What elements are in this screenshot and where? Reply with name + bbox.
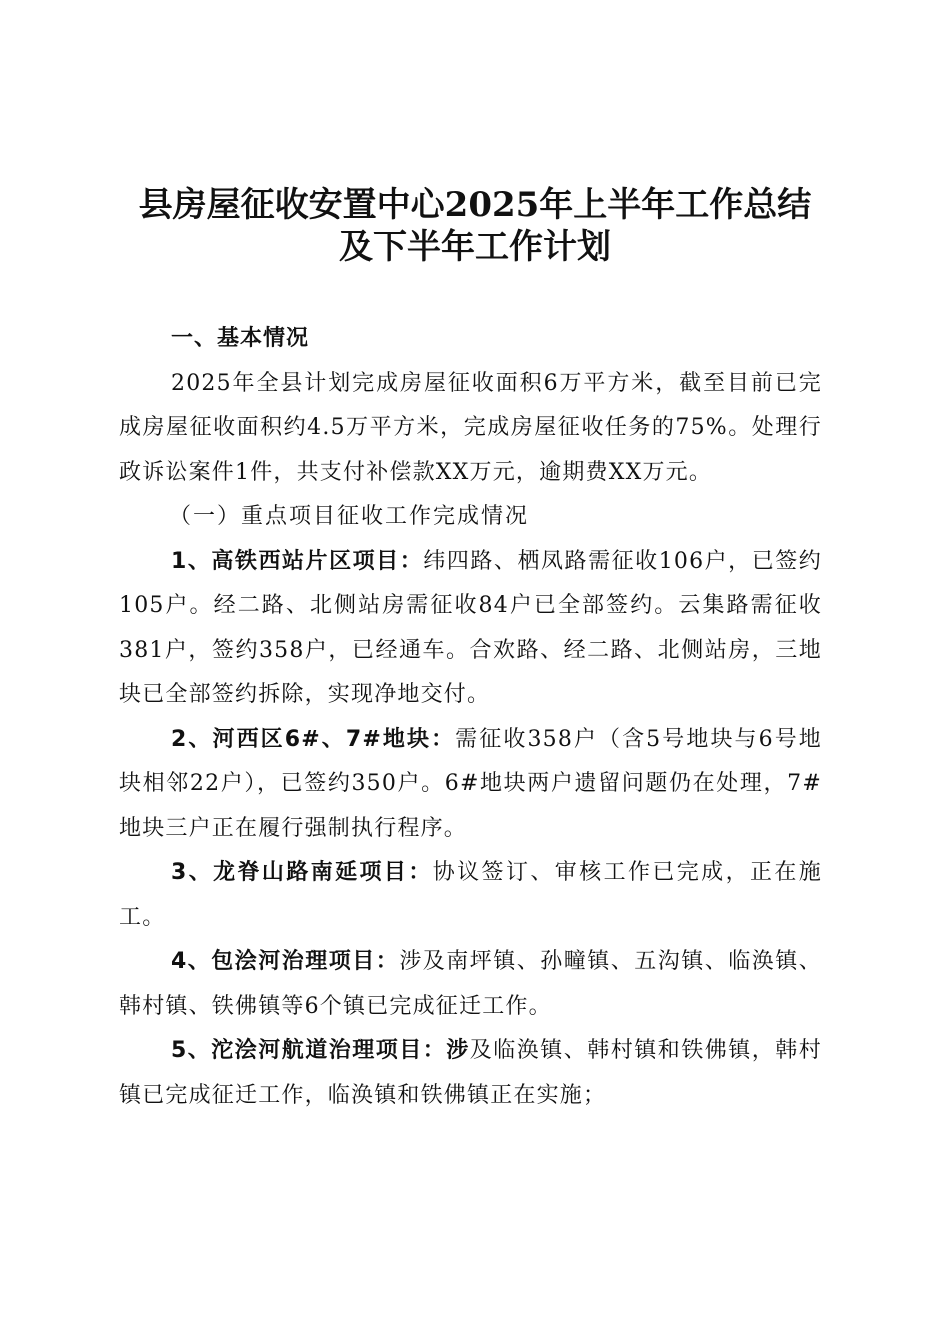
- project-item-3-text: 协议签订、审核工作已完成，正在施工。: [119, 860, 822, 930]
- project-item-4-lead: 4、包浍河治理项目：: [171, 949, 400, 974]
- section-heading-basic: 一、基本情况: [171, 326, 310, 351]
- project-item-5-text: 及临涣镇、韩村镇和铁佛镇，韩村镇已完成征迁工作，临涣镇和铁佛镇正在实施；: [119, 1038, 822, 1108]
- project-item-2-text: 需征收358户（含5号地块与6号地块相邻22户），已签约350户。6#地块两户遗留问题仍在处理，7#地块三户正在履行强制执行程序。: [119, 726, 823, 841]
- project-item-5: [119, 1029, 822, 1118]
- project-item-2-lead: 2、河西区6#、7#地块：: [171, 726, 456, 752]
- project-item-1-text: 纬四路、栖凤路需征收106户，已签约105户。经二路、北侧站房需征收84户已全部签约。云集路需征收381户，签约358户，已经通车。合欢路、经二路、北侧站房，三地块已全部签约拆除，实现净地交付。: [119, 548, 823, 707]
- subsection-heading-key-projects: （一）重点项目征收工作完成情况: [169, 504, 530, 529]
- project-item-1: [119, 540, 822, 718]
- project-item-2: [119, 718, 822, 852]
- project-item-5-lead: 5、沱浍河航道治理项目：涉: [171, 1038, 470, 1063]
- basic-paragraph: 2025年全县计划完成房屋征收面积6万平方米，截至目前已完成房屋征收面积约4.5万平方米，完成房屋征收任务的75%。处理行政诉讼案件1件，共支付补偿款XX万元，逾期费XX万元。: [119, 370, 822, 485]
- project-item-1-lead: 1、高铁西站片区项目：: [171, 548, 424, 574]
- document-title-line1: 县房屋征收安置中心2025年上半年工作总结: [138, 185, 812, 225]
- project-item-3: [119, 851, 822, 940]
- project-item-3-lead: 3、龙脊山路南延项目：: [171, 860, 433, 885]
- document-title-line2: 及下半年工作计划: [339, 227, 611, 267]
- document-body: [119, 317, 822, 1118]
- project-item-4-text: 涉及南坪镇、孙疃镇、五沟镇、临涣镇、韩村镇、铁佛镇等6个镇已完成征迁工作。: [119, 949, 823, 1019]
- project-item-4: [119, 940, 822, 1029]
